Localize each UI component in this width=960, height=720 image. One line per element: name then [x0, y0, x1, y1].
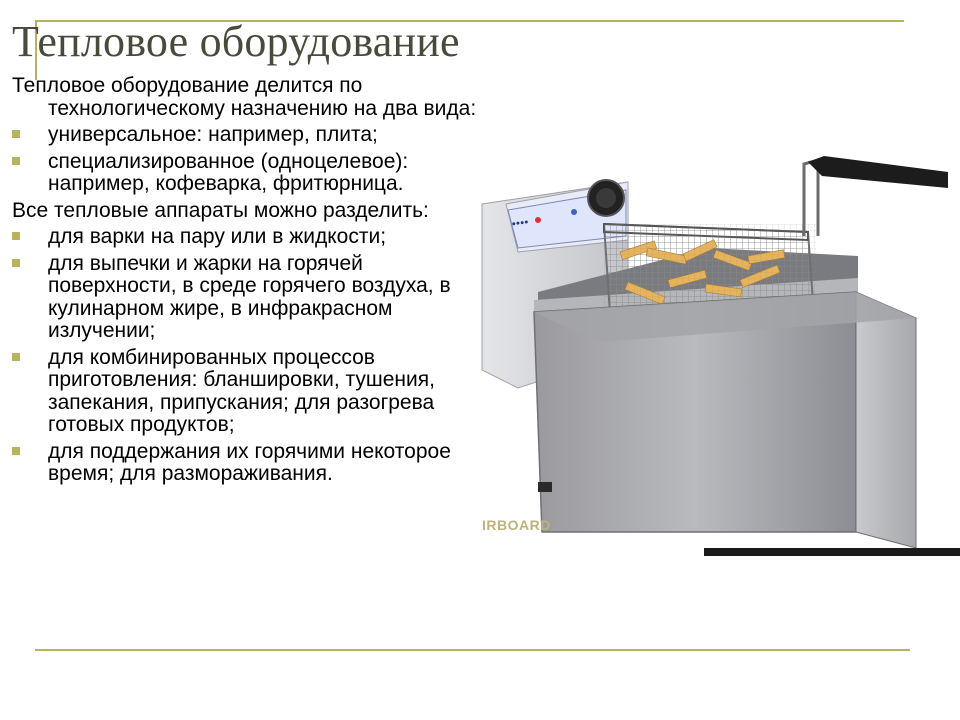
slide-title: Тепловое оборудование: [12, 17, 460, 66]
watermark-logo: IRBOARD: [482, 517, 551, 533]
bullet-text: универсальное: например, плита;: [48, 123, 378, 146]
bullet-text: для комбинированных процессов приготовления: бланшировки, тушения, запекания, припускания; для разогрева готовых продуктов;: [48, 345, 435, 436]
bullet-marker: [12, 232, 20, 240]
bullet-marker: [12, 353, 20, 361]
bullet-marker: [12, 130, 20, 138]
fryer-photo: [478, 152, 960, 556]
bullet-text: специализированное (одноцелевое): например, кофеварка, фритюрница.: [48, 149, 409, 195]
svg-text:●●●●: ●●●●: [511, 218, 530, 228]
bullet-item: [12, 226, 482, 249]
paragraph-2: Все тепловые аппараты можно разделить:: [12, 198, 429, 222]
bullet-text: для поддержания их горячими некоторое время; для размораживания.: [48, 439, 451, 485]
bullet-item: [12, 124, 482, 147]
bullet-text: для выпечки и жарки на горячей поверхности, в среде горячего воздуха, в кулинарном жире, в инфракрасном излучении;: [48, 251, 451, 342]
bullet-text: для варки на пару или в жидкости;: [48, 225, 387, 248]
bullet-marker: [12, 447, 20, 455]
bullet-item: [12, 151, 482, 196]
intro-line: Тепловое оборудование делится по: [12, 74, 363, 97]
bullet-item: [12, 253, 482, 343]
bullet-marker: [12, 157, 20, 165]
bullet-item: [12, 441, 482, 486]
bullet-marker: [12, 259, 20, 267]
slide-body: [12, 75, 482, 486]
intro-continuation: технологическому назначению на два вида:: [48, 96, 477, 120]
bullet-item: [12, 347, 482, 437]
bottom-decorative-rule: [35, 649, 910, 651]
